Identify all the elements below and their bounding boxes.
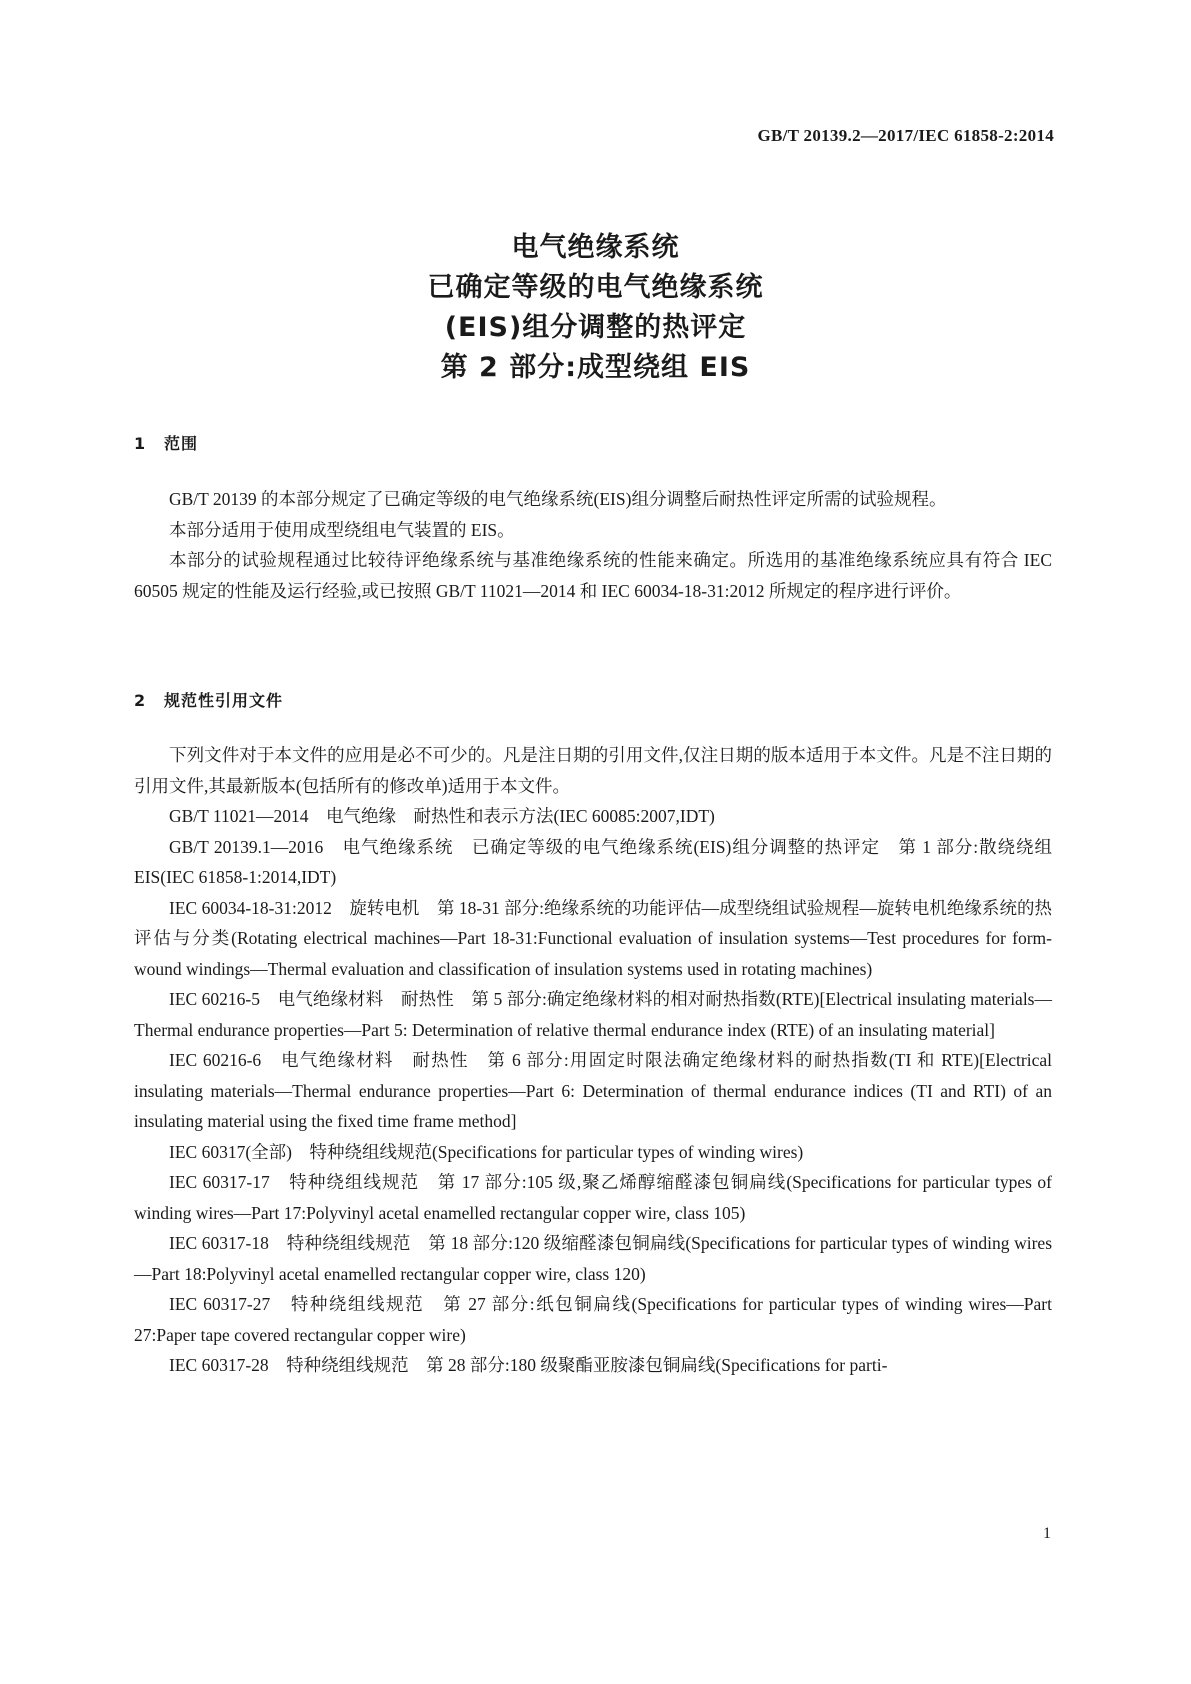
title-line-3: (EIS)组分调整的热评定 — [444, 312, 747, 343]
reference-entry: IEC 60317-27 特种绕组线规范 第 27 部分:纸包铜扁线(Specifications for particular types of winding wires—Part 27:Paper tape covered rectangular copper wire) — [134, 1294, 1052, 1345]
reference-entry: IEC 60034-18-31:2012 旋转电机 第 18-31 部分:绝缘系统的功能评估—成型绕组试验规程—旋转电机绝缘系统的热评估与分类(Rotating electrical machines—Part 18-31:Functional evaluation of insulation systems—Test procedures for form-wound windings—Thermal evaluation and classification of insulation systems used in rotating machines) — [134, 897, 1052, 979]
standard-code-header: GB/T 20139.2—2017/IEC 61858-2:2014 — [757, 126, 1054, 145]
paragraph: 本部分的试验规程通过比较待评绝缘系统与基准绝缘系统的性能来确定。所选用的基准绝缘系统应具有符合 IEC 60505 规定的性能及运行经验,或已按照 GB/T 11021—2014 和 IEC 60034-18-31:2012 所规定的程序进行评价。 — [134, 550, 1052, 601]
title-line-2: 已确定等级的电气绝缘系统 — [427, 272, 764, 303]
section-title: 范围 — [164, 434, 199, 453]
section-number: 2 — [134, 691, 147, 710]
section-2-body — [134, 740, 1052, 1381]
section-title: 规范性引用文件 — [164, 691, 284, 710]
reference-entry: IEC 60317(全部) 特种绕组线规范(Specifications for particular types of winding wires) — [169, 1141, 804, 1162]
reference-entry: IEC 60317-17 特种绕组线规范 第 17 部分:105 级,聚乙烯醇缩醛漆包铜扁线(Specifications for particular types of winding wires—Part 17:Polyvinyl acetal enamelled rectangular copper wire, class 105) — [134, 1172, 1052, 1223]
reference-entry: IEC 60317-18 特种绕组线规范 第 18 部分:120 级缩醛漆包铜扁线(Specifications for particular types of winding wires—Part 18:Polyvinyl acetal enamelled rectangular copper wire, class 120) — [134, 1233, 1052, 1284]
paragraph: 下列文件对于本文件的应用是必不可少的。凡是注日期的引用文件,仅注日期的版本适用于本文件。凡是不注日期的引用文件,其最新版本(包括所有的修改单)适用于本文件。 — [134, 745, 1052, 796]
document-title — [0, 228, 1191, 388]
reference-entry: IEC 60216-5 电气绝缘材料 耐热性 第 5 部分:确定绝缘材料的相对耐热指数(RTE)[Electrical insulating materials—Thermal endurance properties—Part 5: Determination of relative thermal endurance index (RTE) of an insulating material] — [134, 989, 1052, 1040]
reference-entry: GB/T 11021—2014 电气绝缘 耐热性和表示方法(IEC 60085:2007,IDT) — [169, 806, 715, 826]
title-line-4: 第 2 部分:成型绕组 EIS — [440, 352, 751, 383]
paragraph: 本部分适用于使用成型绕组电气装置的 EIS。 — [169, 519, 515, 540]
section-number: 1 — [134, 434, 147, 453]
reference-entry: IEC 60317-28 特种绕组线规范 第 28 部分:180 级聚酯亚胺漆包铜扁线(Specifications for parti- — [169, 1355, 888, 1375]
section-1-body — [134, 484, 1052, 606]
paragraph: GB/T 20139 的本部分规定了已确定等级的电气绝缘系统(EIS)组分调整后耐热性评定所需的试验规程。 — [169, 489, 947, 509]
section-1-heading — [134, 431, 198, 454]
page-number: 1 — [1043, 1525, 1051, 1542]
section-2-heading — [134, 688, 283, 711]
reference-entry: IEC 60216-6 电气绝缘材料 耐热性 第 6 部分:用固定时限法确定绝缘材料的耐热指数(TI 和 RTE)[Electrical insulating materials—Thermal endurance properties—Part 6: Determination of thermal endurance indices (TI and RTI) of an insulating material using the fixed time frame method] — [134, 1050, 1052, 1131]
title-line-1: 电气绝缘系统 — [511, 232, 680, 263]
reference-entry: GB/T 20139.1—2016 电气绝缘系统 已确定等级的电气绝缘系统(EIS)组分调整的热评定 第 1 部分:散绕绕组 EIS(IEC 61858-1:2014,IDT) — [134, 836, 1052, 887]
